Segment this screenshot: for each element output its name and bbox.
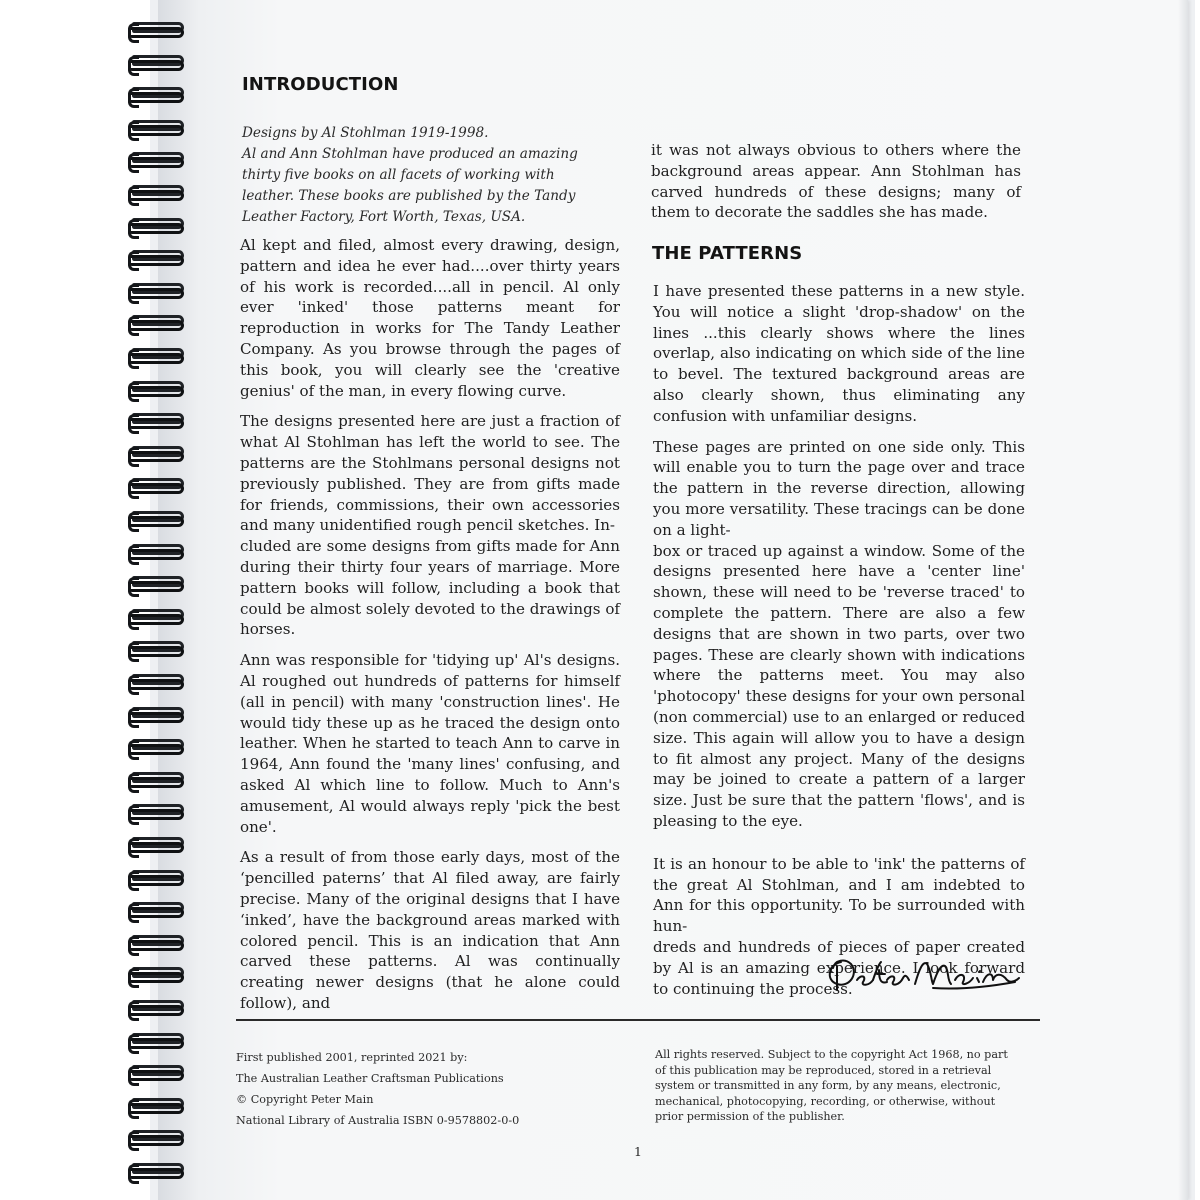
spiral-coil xyxy=(118,313,184,333)
spiral-coil xyxy=(118,1063,184,1083)
publication-line: First published 2001, reprinted 2021 by: xyxy=(236,1051,468,1064)
intro-italic-line: thirty five books on all facets of working with xyxy=(242,167,555,183)
paragraph: Ann was responsible for 'tidying up' Al's designs. Al roughed out hundreds of patterns for himself (all in pencil) with many 'construction lines'. He would tidy these up as he traced the design onto leather. When he started to teach Ann to carve in 1964, Ann found the 'many lines' confusing, and asked Al which line to follow. Much to Ann's amusement, Al would always reply 'pick the best one'. xyxy=(240,651,620,836)
paragraph: The designs presented here are just a fraction of what Al Stohlman has left the world to see. The patterns are the Stohlmans personal designs not previously published. They are from gifts made for friends, commissions, their own accessories and many unidentified rough pencil sketches. In- cluded are some designs from gifts made for Ann during their thirty four years of marriage. More pattern books will follow, including a book that could be almost solely devoted to the drawings of horses. xyxy=(240,412,620,639)
spiral-binding xyxy=(118,20,198,1195)
spiral-coil xyxy=(118,998,184,1018)
spiral-coil xyxy=(118,248,184,268)
spiral-coil xyxy=(118,542,184,562)
spiral-coil xyxy=(118,476,184,496)
spiral-coil xyxy=(118,574,184,594)
spiral-coil xyxy=(118,900,184,920)
spiral-coil xyxy=(118,737,184,757)
spiral-coil xyxy=(118,444,184,464)
publication-info xyxy=(236,1047,616,1131)
patterns-heading: THE PATTERNS xyxy=(652,243,803,264)
spiral-coil xyxy=(118,933,184,953)
spiral-coil xyxy=(118,216,184,236)
intro-italic-line: Al and Ann Stohlman have produced an amazing xyxy=(242,146,578,162)
publication-line: National Library of Australia ISBN 0-9578802-0-0 xyxy=(236,1114,520,1127)
left-column xyxy=(240,235,620,1024)
page-edge xyxy=(1178,0,1188,1200)
spiral-coil xyxy=(118,281,184,301)
paragraph: Al kept and filed, almost every drawing, design, pattern and idea he ever had....over thirty years of his work is recorded....all in pencil. Al only ever 'inked' those patterns meant for reproduction in works for The Tandy Leather Company. As you browse through the pages of this book, you will clearly see the 'creative genius' of the man, in every flowing curve. xyxy=(240,236,620,400)
spiral-coil xyxy=(118,509,184,529)
paragraph: it was not always obvious to others where the background areas appear. Ann Stohlman has carved hundreds of these designs; many of them to decorate the saddles she has made. xyxy=(651,141,1021,222)
intro-italic-line: Leather Factory, Fort Worth, Texas, USA. xyxy=(242,209,526,225)
spiral-coil xyxy=(118,183,184,203)
spiral-coil xyxy=(118,868,184,888)
spiral-coil xyxy=(118,53,184,73)
spiral-coil xyxy=(118,965,184,985)
spiral-coil xyxy=(118,705,184,725)
copyright-notice: All rights reserved. Subject to the copyright Act 1968, no part of this publication may be reproduced, stored in a retrieval system or transmitted in any form, by any means, electronic, mechanical, photocopying, recording, or otherwise, without prior permission of the publisher. xyxy=(655,1048,1008,1124)
spiral-coil xyxy=(118,118,184,138)
spiral-coil xyxy=(118,802,184,822)
spiral-coil xyxy=(118,150,184,170)
intro-italic-line: leather. These books are published by the Tandy xyxy=(242,188,576,204)
right-column-top xyxy=(651,140,1021,233)
spiral-coil xyxy=(118,639,184,659)
spiral-coil xyxy=(118,20,184,40)
spiral-coil xyxy=(118,835,184,855)
spiral-coil xyxy=(118,1128,184,1148)
intro-italic-line: Designs by Al Stohlman 1919-1998. xyxy=(242,125,489,141)
paragraph: It is an honour to be able to 'ink' the patterns of the great Al Stohlman, and I am indebted to Ann for this opportunity. To be surrounded with hun- dreds and hundreds of pieces of paper created by Al is an amazing experience. I look forward to continuing the process. xyxy=(653,854,1025,998)
spiral-coil xyxy=(118,607,184,627)
spiral-coil xyxy=(118,672,184,692)
page-number: 1 xyxy=(634,1144,642,1159)
signature-image xyxy=(823,950,1023,1000)
spiral-coil xyxy=(118,1161,184,1181)
intro-italic-block xyxy=(242,123,622,228)
spiral-coil xyxy=(118,1031,184,1051)
publication-line: © Copyright Peter Main xyxy=(236,1093,374,1106)
spiral-coil xyxy=(118,346,184,366)
paragraph: I have presented these patterns in a new style. You will notice a slight 'drop-shadow' on the lines ...this clearly shows where the lines overlap, also indicating on which side of the line to bevel. The textured background areas are also clearly shown, thus eliminating any confusion with unfamiliar designs. xyxy=(653,282,1025,425)
spiral-coil xyxy=(118,1096,184,1116)
intro-heading: INTRODUCTION xyxy=(242,74,399,95)
paragraph: As a result of from those early days, most of the ‘pencilled paterns’ that Al filed away, are fairly precise. Many of the original designs that I have ‘inked’, have the background areas marked with colored pencil. This is an indication that Ann carved these patterns. Al was continually creating newer designs (that he alone could follow), and xyxy=(240,848,620,1012)
spiral-coil xyxy=(118,379,184,399)
right-column xyxy=(653,281,1025,1009)
spiral-coil xyxy=(118,85,184,105)
spiral-coil xyxy=(118,770,184,790)
publication-line: The Australian Leather Craftsman Publications xyxy=(236,1072,504,1085)
spiral-coil xyxy=(118,411,184,431)
footer-divider xyxy=(236,1019,1040,1021)
paragraph: These pages are printed on one side only. This will enable you to turn the page over and trace the pattern in the reverse direction, allowing you more versatility. These tracings can be done on a light- box or traced up against a window. Some of the designs presented here have a 'center line' shown, these will need to be 'reverse traced' to complete the pattern. There are also a few designs that are shown in two parts, over two pages. These are clearly shown with indications where the patterns meet. You may also 'photocopy' these designs for your own personal (non commercial) use to an enlarged or reduced size. This again will allow you to have a design to fit almost any project. Many of the designs may be joined to create a pattern of a larger size. Just be sure that the pattern 'flows', and is pleasing to the eye. xyxy=(653,437,1025,830)
